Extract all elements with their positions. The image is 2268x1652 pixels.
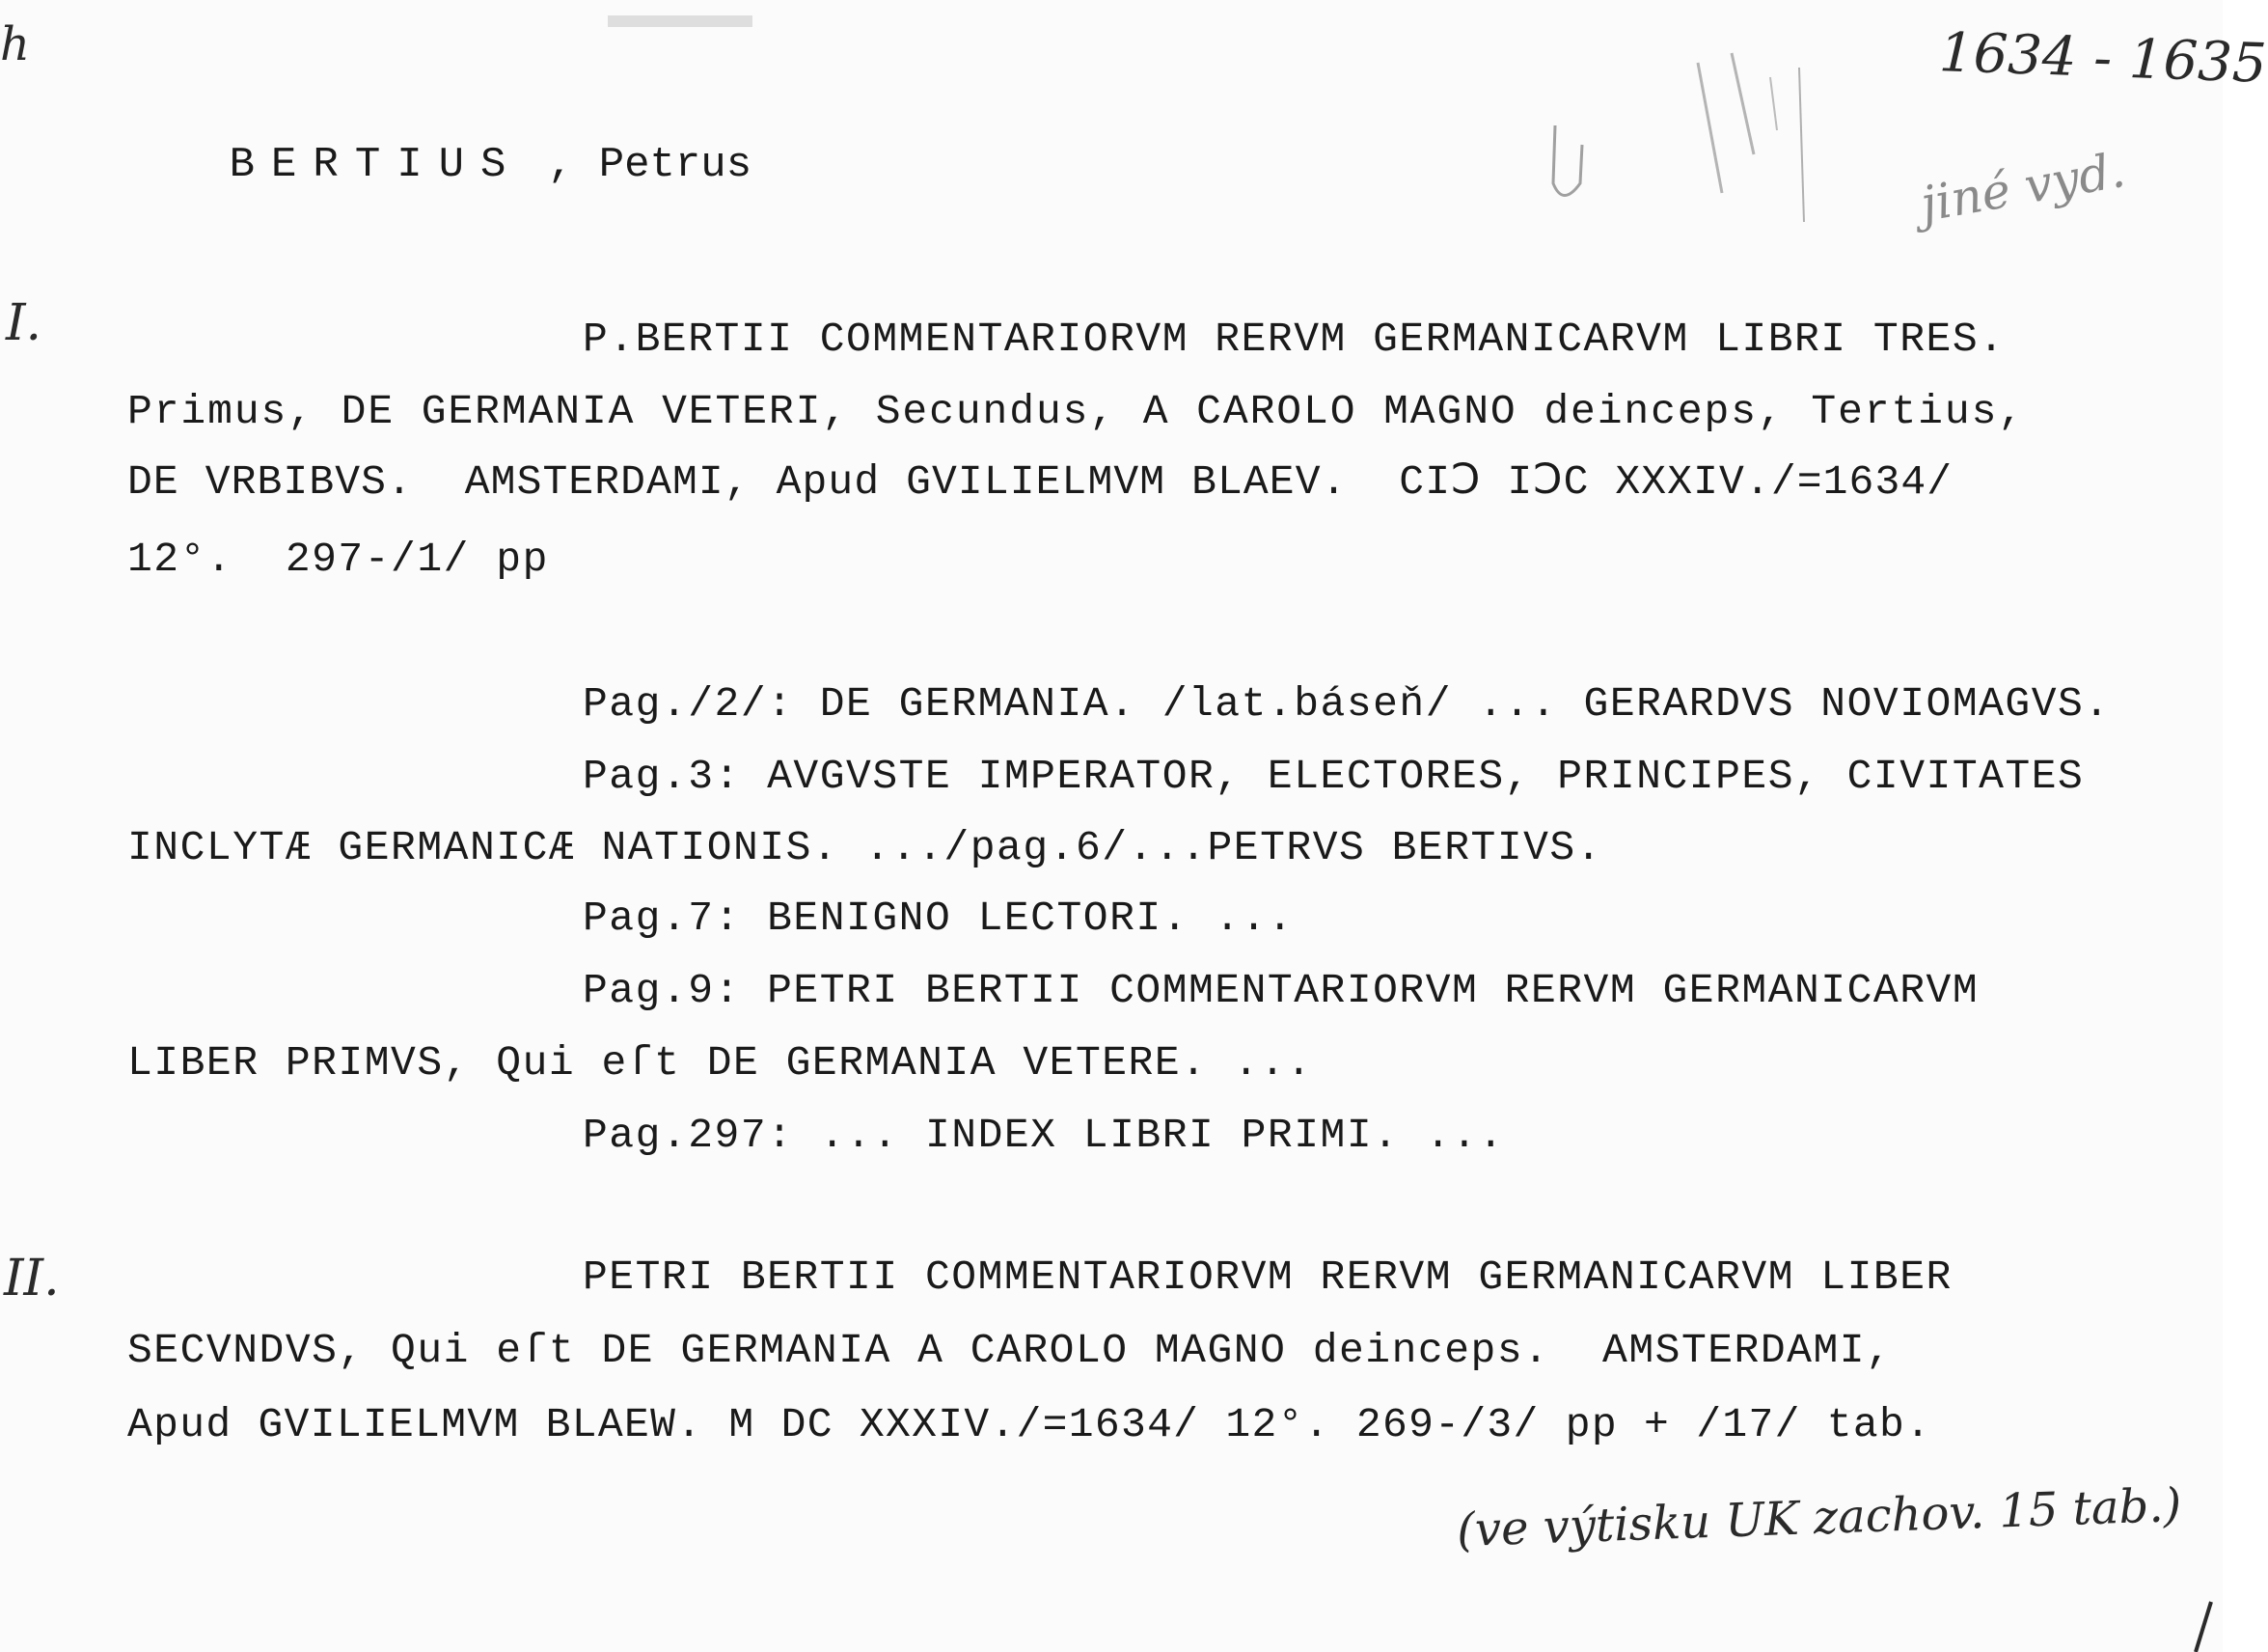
contents-line: INCLYTÆ GERMANICÆ NATIONIS. .../pag.6/...PETRVS BERTIVS. — [127, 824, 1603, 871]
pencil-scribble-marks — [1524, 39, 1929, 261]
entry-line: DE VRBIBVS. AMSTERDAMI, Apud GVILIELMVM BLAEV. CIↃ IↃC XXXIV./=1634/ — [127, 458, 1954, 506]
card-heading — [127, 101, 751, 229]
heading-separator: , — [522, 141, 599, 189]
handwritten-dates: 1634 - 1635 — [1937, 21, 2268, 96]
contents-line: LIBER PRIMVS, Qui eſt DE GERMANIA VETERE. ... — [127, 1039, 1313, 1087]
handwritten-note-top: jiné vyd. — [1916, 141, 2129, 234]
contents-line: Pag./2/: DE GERMANIA. /lat.báseň/ ... GERARDVS NOVIOMAGVS. — [583, 680, 2111, 728]
handwritten-note-bottom: (ve výtisku UK zachov. 15 tab.) — [1456, 1477, 2183, 1558]
faded-stamp-mark — [608, 12, 752, 33]
author-given-name: Petrus — [598, 141, 752, 189]
entry-line: SECVNDVS, Qui eſt DE GERMANIA A CAROLO MAGNO deinceps. AMSTERDAMI, — [127, 1327, 1893, 1374]
entry-line: P.BERTII COMMENTARIORVM RERVM GERMANICARVM LIBRI TRES. — [583, 316, 2006, 363]
author-surname: BERTIUS — [229, 141, 523, 189]
contents-line: Pag.9: PETRI BERTII COMMENTARIORVM RERVM GERMANICARVM — [583, 967, 1980, 1014]
corner-pen-stroke — [2188, 1602, 2217, 1652]
section-marker-i: I. — [6, 294, 42, 352]
entry-line: 12°. 297-/1/ pp — [127, 536, 549, 583]
contents-line: Pag.7: BENIGNO LECTORI. ... — [583, 895, 1295, 942]
entry-line: Primus, DE GERMANIA VETERI, Secundus, A CAROLO MAGNO deinceps, Tertius, — [127, 388, 2025, 435]
entry-line: PETRI BERTII COMMENTARIORVM RERVM GERMANICARVM LIBER — [583, 1253, 1953, 1301]
section-marker-ii: II. — [4, 1250, 60, 1308]
entry-line: Apud GVILIELMVM BLAEW. M DC XXXIV./=1634/ 12°. 269-/3/ pp + /17/ tab. — [127, 1401, 1932, 1448]
contents-line: Pag.297: ... INDEX LIBRI PRIMI. ... — [583, 1112, 1505, 1159]
corner-mark: h — [0, 17, 30, 71]
contents-line: Pag.3: AVGVSTE IMPERATOR, ELECTORES, PRINCIPES, CIVITATES — [583, 753, 2085, 800]
